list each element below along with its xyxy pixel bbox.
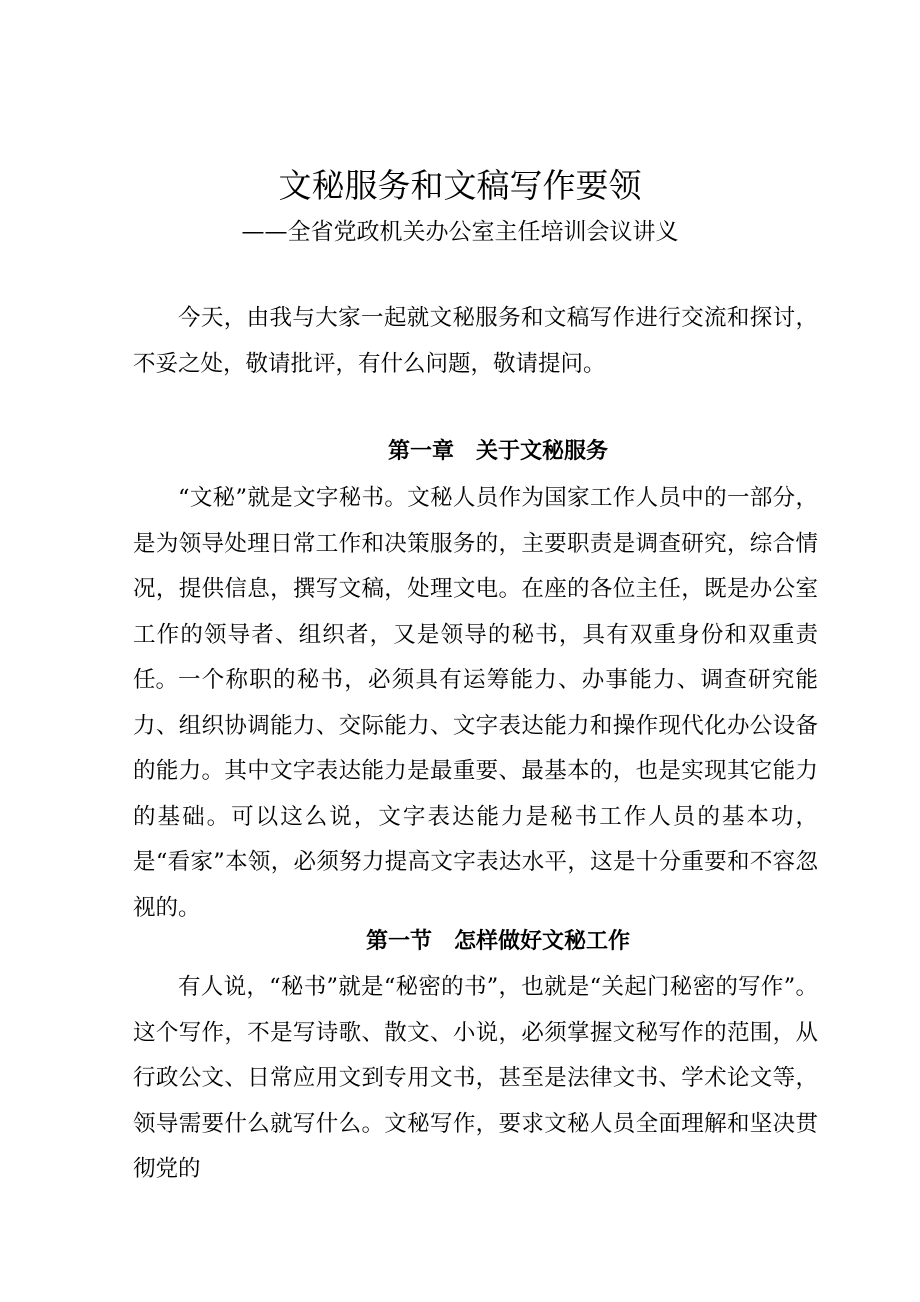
chapter-paragraph-2: 一个称职的秘书，必须具有运筹能力、办事能力、调查研究能力、组织协调能力、交际能力、文字表达能力和操作现代化办公设备的能力。其中文字表达能力是最重要、最基本的，也是实现其它能力的基础。可以这么说，文字表达能力是秘书工作人员的基本功，是“看家”本领，必须努力提高文字表达水平，这是十分重要和不容忽视的。 (133, 667, 818, 921)
document-title: 文秘服务和文稿写作要领 (278, 166, 642, 205)
chapter-paragraph-1: “文秘”就是文字秘书。文秘人员作为国家工作人员中的一部分，是为领导处理日常工作和决策服务的，主要职责是调查研究，综合情况，提供信息，撰写文稿，处理文电。在座的各位主任，既是办公室工作的领导者、组织者，又是领导的秘书，具有双重身份和双重责任。 (133, 485, 818, 693)
section-paragraph-1: 有人说，“秘书”就是“秘密的书”，也就是“关起门秘密的写作”。这个写作，不是写诗歌、散文、小说，必须掌握文秘写作的范围，从行政公文、日常应用文到专用文书，甚至是法律文书、学术论文等，领导需要什么就写什么。文秘写作，要求文秘人员全面理解和坚决贯彻党的 (133, 974, 818, 1182)
chapter-heading: 第一章 关于文秘服务 (387, 439, 608, 464)
section-heading: 第一节 怎样做好文秘工作 (365, 929, 630, 954)
document-subtitle: ——全省党政机关办公室主任培训会议讲义 (241, 219, 679, 245)
intro-paragraph: 今天，由我与大家一起就文秘服务和文稿写作进行交流和探讨，不妥之处，敬请批评，有什么问题，敬请提问。 (133, 305, 818, 377)
